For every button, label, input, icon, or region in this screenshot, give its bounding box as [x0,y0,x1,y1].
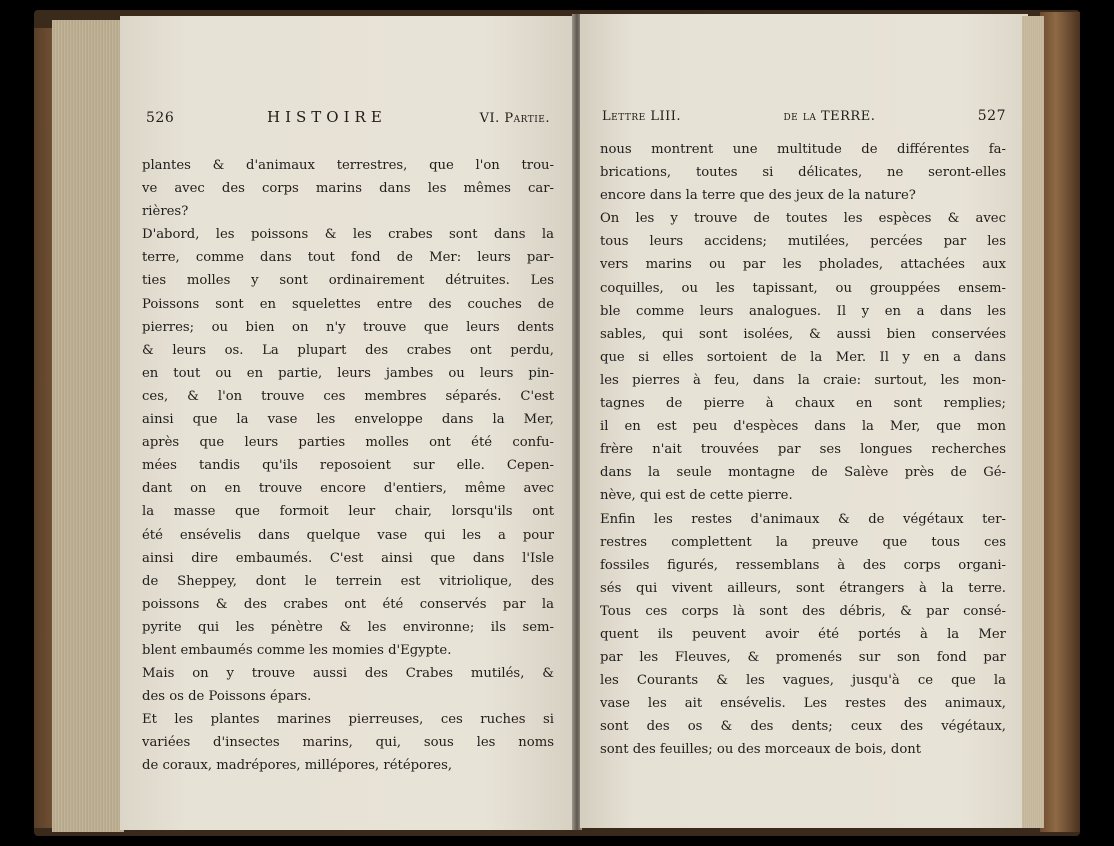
right-page [580,14,1028,828]
page-edges-right [1022,16,1044,828]
text-line: dans la seule montagne de Salève près de Gé- [600,465,1006,481]
text-line: ve avec des corps marins dans les mêmes car- [142,181,554,197]
text-line: On les y trouve de toutes les espèces & avec [600,211,1006,227]
text-line: nève, qui est de cette pierre. [600,488,793,504]
text-line: brications, toutes si délicates, ne seront-elles [600,165,1006,181]
text-line: Tous ces corps là sont des débris, & par consé- [600,603,1006,619]
text-line: Et les plantes marines pierreuses, ces ruches si [142,712,554,728]
text-line: & leurs os. La plupart des crabes ont perdu, [142,342,554,358]
left-page-text [142,154,554,778]
text-line: mées tandis qu'ils reposoient sur elle. Cepen- [142,458,554,474]
text-line: après que leurs parties molles ont été confu- [142,435,554,451]
text-line: Mais on y trouve aussi des Crabes mutilés, & [142,666,554,682]
text-line: blent embaumés comme les momies d'Egypte. [142,642,452,658]
text-line: par les Fleuves, & promenés sur son fond par [600,650,1006,666]
text-line: Enfin les restes d'animaux & de végétaux ter- [600,511,1006,527]
text-line: quent ils peuvent avoir été portés à la Mer [600,626,1006,642]
page-edges-left [52,20,124,832]
text-line: poissons & des crabes ont été conservés par la [142,596,554,612]
text-line: des os de Poissons épars. [142,689,312,705]
text-line: de Sheppey, dont le terrein est vitriolique, des [142,573,554,589]
left-running-title: HISTOIRE [267,108,387,126]
text-line: en tout ou en partie, leurs jambes ou leurs pin- [142,365,554,381]
text-line: été ensévelis dans quelque vase qui les a pour [142,527,554,543]
text-line: Poissons sont en squelettes entre des couches de [142,296,554,312]
text-line: sés qui vivent ailleurs, sont étrangers à la terre. [600,580,1006,596]
text-line: les Courants & les vagues, jusqu'à ce que la [600,673,1006,689]
text-line: encore dans la terre que des jeux de la nature? [600,188,916,204]
text-line: coquilles, ou les tapissant, ou grouppées ensem- [600,280,1006,296]
text-line: pierres; ou bien on n'y trouve que leurs dents [142,319,554,335]
left-page-number: 526 [146,110,175,126]
text-line: sables, qui sont isolées, & aussi bien conservées [600,326,1006,342]
text-line: dant on en trouve encore d'entiers, même avec [142,481,554,497]
text-line: plantes & d'animaux terrestres, que l'on trou- [142,158,554,173]
text-line: sont des feuilles; ou des morceaux de bois, dont [600,742,922,758]
text-line: la masse que formoit leur chair, lorsqu'ils ont [142,504,554,520]
text-line: nous montrent une multitude de différentes fa- [600,142,1006,157]
text-line: ble comme leurs analogues. Il y en a dans les [600,303,1006,319]
right-page-number: 527 [977,108,1006,124]
right-running-head [602,108,1006,124]
text-line: de coraux, madrépores, millépores, rétépores, [142,758,453,774]
text-line: fossiles figurés, ressemblans à des corps organi- [600,557,1006,573]
text-line: il en est peu d'espèces dans la Mer, que mon [600,419,1006,435]
left-running-head [146,108,550,126]
text-line: sont des os & des dents; ceux des végétaux, [600,719,1006,735]
book-cover-right [1040,12,1080,832]
text-line: variées d'insectes marins, qui, sous les noms [142,735,554,751]
text-line: ces, & l'on trouve ces membres séparés. C'est [142,388,554,404]
text-line: vase les ait ensévelis. Les restes des animaux, [600,696,1006,712]
text-line: tous leurs accidens; mutilées, percées par les [600,234,1006,250]
text-line: ainsi dire embaumés. C'est ainsi que dans l'Isle [142,550,554,566]
text-line: frère n'ait trouvées par ses longues recherches [600,442,1006,458]
left-page [120,16,576,830]
text-line: restres complettent la preuve que tous ces [600,534,1006,550]
right-running-title: de la TERRE. [783,109,876,124]
text-line: D'abord, les poissons & les crabes sont dans la [142,227,554,243]
text-line: que si elles sortoient de la Mer. Il y en a dans [600,349,1006,365]
right-page-text [600,138,1006,762]
right-running-letter: Lettre LIII. [602,109,682,124]
text-line: tagnes de pierre à chaux en sont remplies; [600,396,1006,412]
text-line: ties molles y sont ordinairement détruites. Les [142,273,554,289]
left-running-part: VI. Partie. [479,111,550,126]
text-line: ainsi que la vase les enveloppe dans la Mer, [142,412,554,428]
text-line: pyrite qui les pénètre & les environne; ils sem- [142,619,554,635]
text-line: les pierres à feu, dans la craie: surtout, les mon- [600,372,1006,388]
text-line: rières? [142,204,189,220]
text-line: terre, comme dans tout fond de Mer: leurs par- [142,250,554,266]
text-line: vers marins ou par les pholades, attachées aux [600,257,1006,273]
